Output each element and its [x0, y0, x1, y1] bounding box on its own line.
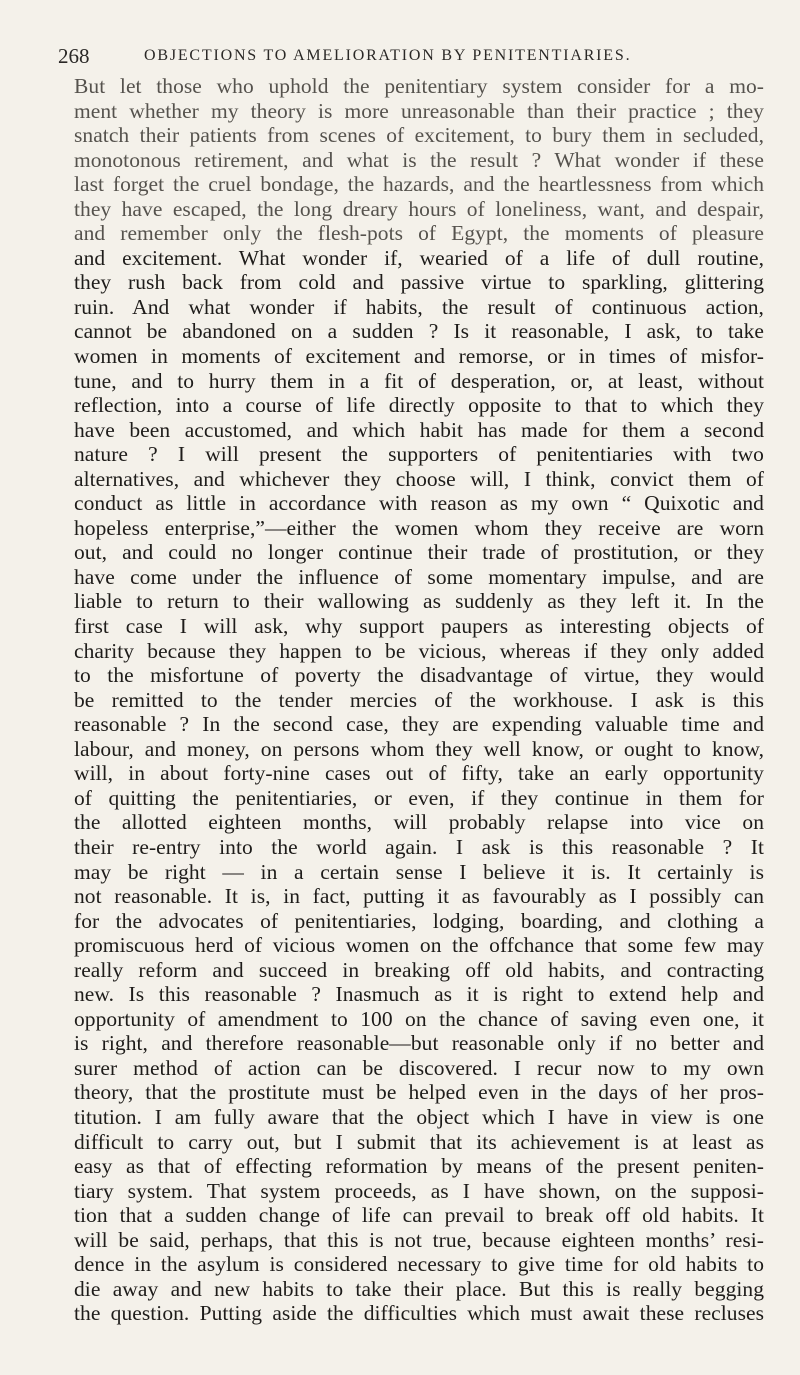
text-line: have come under the influence of some momentary impulse, and are — [74, 564, 764, 589]
text-line: new. Is this reasonable ? Inasmuch as it is right to extend help and — [74, 982, 764, 1007]
text-line: will be said, perhaps, that this is not true, because eighteen months’ resi- — [74, 1227, 764, 1252]
text-line: and excitement. What wonder if, wearied of a life of dull routine, — [74, 245, 764, 270]
text-line: cannot be abandoned on a sudden ? Is it reasonable, I ask, to take — [74, 319, 764, 344]
text-line: hopeless enterprise,”—either the women whom they receive are worn — [74, 515, 764, 540]
text-line: may be right — in a certain sense I believe it is. It certainly is — [74, 859, 764, 884]
text-line: their re-entry into the world again. I ask is this reasonable ? It — [74, 834, 764, 859]
text-line: is right, and therefore reasonable—but reasonable only if no better and — [74, 1031, 764, 1056]
text-line: labour, and money, on persons whom they well know, or ought to know, — [74, 736, 764, 761]
text-line: ment whether my theory is more unreasonable than their practice ; they — [74, 98, 764, 123]
text-line: be remitted to the tender mercies of the workhouse. I ask is this — [74, 687, 764, 712]
text-line: theory, that the prostitute must be helped even in the days of her pros- — [74, 1080, 764, 1105]
text-line: of quitting the penitentiaries, or even, if they continue in them for — [74, 785, 764, 810]
text-line: But let those who uphold the penitentiary system consider for a mo- — [74, 74, 764, 98]
running-head — [58, 44, 764, 74]
text-line: monotonous retirement, and what is the result ? What wonder if these — [74, 147, 764, 172]
text-line: promiscuous herd of vicious women on the offchance that some few may — [74, 933, 764, 958]
text-line: surer method of action can be discovered. I recur now to my own — [74, 1055, 764, 1080]
text-line: women in moments of excitement and remorse, or in times of misfor- — [74, 344, 764, 369]
text-line: will, in about forty-nine cases out of fifty, take an early opportunity — [74, 761, 764, 786]
text-line: reflection, into a course of life directly opposite to that to which they — [74, 393, 764, 418]
text-line: conduct as little in accordance with reason as my own “ Quixotic and — [74, 491, 764, 516]
text-line: they have escaped, the long dreary hours of loneliness, want, and despair, — [74, 196, 764, 221]
text-line: the question. Putting aside the difficulties which must await these recluses — [74, 1301, 764, 1326]
text-line: really reform and succeed in breaking off old habits, and contracting — [74, 957, 764, 982]
text-line: first case I will ask, why support paupers as interesting objects of — [74, 614, 764, 639]
text-line: alternatives, and whichever they choose will, I think, convict them of — [74, 466, 764, 491]
text-line: have been accustomed, and which habit has made for them a second — [74, 417, 764, 442]
book-page — [58, 44, 764, 1326]
text-line: out, and could no longer continue their trade of prostitution, or they — [74, 540, 764, 565]
text-line: for the advocates of penitentiaries, lodging, boarding, and clothing a — [74, 908, 764, 933]
text-line: dence in the asylum is considered necessary to give time for old habits to — [74, 1252, 764, 1277]
text-line: ruin. And what wonder if habits, the result of continuous action, — [74, 294, 764, 319]
text-line: snatch their patients from scenes of excitement, to bury them in secluded, — [74, 123, 764, 148]
text-line: easy as that of effecting reformation by means of the present peniten- — [74, 1154, 764, 1179]
page-number: 268 — [58, 44, 90, 68]
text-line: tiary system. That system proceeds, as I have shown, on the supposi- — [74, 1178, 764, 1203]
body-text — [74, 74, 764, 1326]
text-line: last forget the cruel bondage, the hazards, and the heartlessness from which — [74, 172, 764, 197]
running-title: OBJECTIONS TO AMELIORATION BY PENITENTIARIES. — [144, 47, 632, 64]
text-line: they rush back from cold and passive virtue to sparkling, glittering — [74, 270, 764, 295]
text-line: to the misfortune of poverty the disadvantage of virtue, they would — [74, 663, 764, 688]
text-line: and remember only the flesh-pots of Egypt, the moments of pleasure — [74, 221, 764, 246]
text-line: not reasonable. It is, in fact, putting it as favourably as I possibly can — [74, 884, 764, 909]
text-line: tune, and to hurry them in a fit of desperation, or, at least, without — [74, 368, 764, 393]
text-line: die away and new habits to take their place. But this is really begging — [74, 1276, 764, 1301]
text-line: opportunity of amendment to 100 on the chance of saving even one, it — [74, 1006, 764, 1031]
text-line: the allotted eighteen months, will probably relapse into vice on — [74, 810, 764, 835]
text-line: difficult to carry out, but I submit that its achievement is at least as — [74, 1129, 764, 1154]
text-line: charity because they happen to be vicious, whereas if they only added — [74, 638, 764, 663]
text-line: nature ? I will present the supporters of penitentiaries with two — [74, 442, 764, 467]
text-line: tion that a sudden change of life can prevail to break off old habits. It — [74, 1203, 764, 1228]
text-line: reasonable ? In the second case, they are expending valuable time and — [74, 712, 764, 737]
text-line: titution. I am fully aware that the object which I have in view is one — [74, 1104, 764, 1129]
text-line: liable to return to their wallowing as suddenly as they left it. In the — [74, 589, 764, 614]
